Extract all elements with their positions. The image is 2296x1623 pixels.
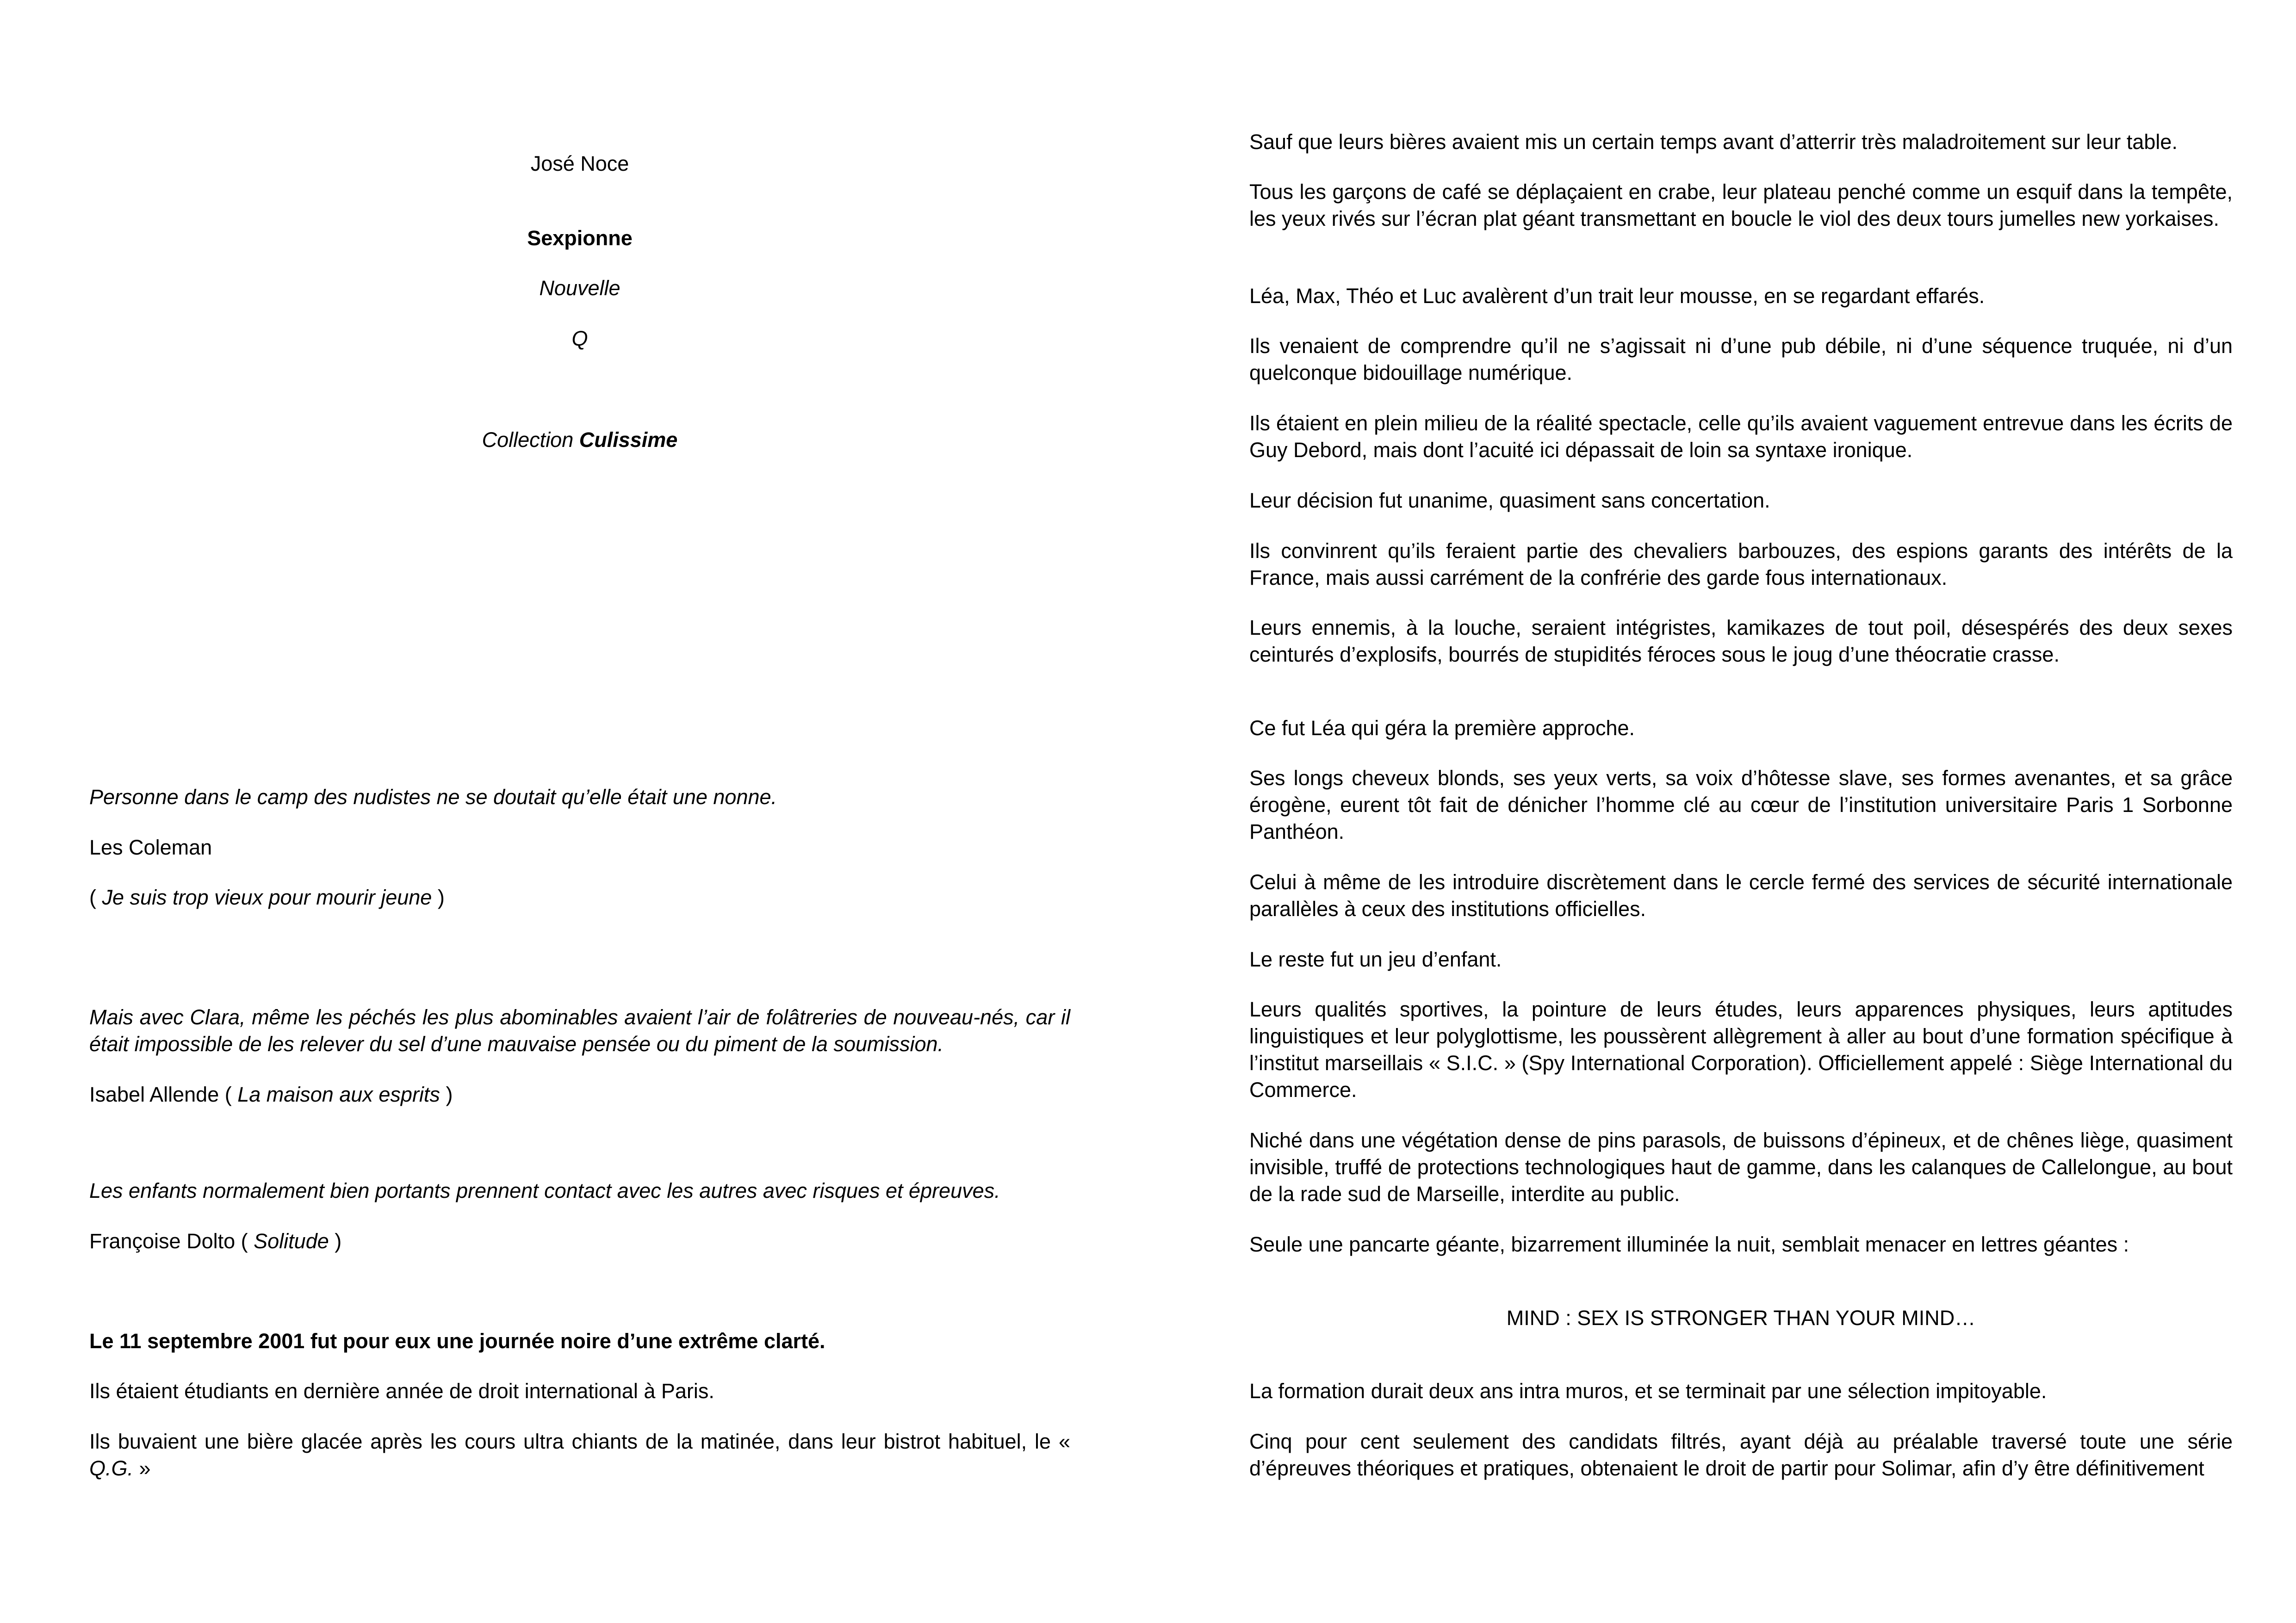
right-page — [1249, 0, 2233, 1623]
paragraph-1: Ils étaient étudiants en dernière année de droit international à Paris. — [89, 1379, 714, 1403]
epigraph-1-source-title: Je suis trop vieux pour mourir jeune — [102, 886, 432, 909]
epigraph-3-quote: Les enfants normalement bien portants prennent contact avec les autres avec risques et épreuves. — [89, 1179, 1000, 1202]
paragraph: Léa, Max, Théo et Luc avalèrent d’un trait leur mousse, en se regardant effarés. — [1249, 284, 1985, 308]
epigraph-3-author: Françoise Dolto ( — [89, 1229, 254, 1253]
opening-line: Le 11 septembre 2001 fut pour eux une journée noire d’une extrême clarté. — [89, 1329, 825, 1353]
paragraph: Ce fut Léa qui géra la première approche. — [1249, 716, 1635, 740]
paragraph-2 — [89, 1428, 1070, 1482]
epigraph-3-attribution — [89, 1228, 1070, 1255]
epigraph-1-source — [89, 884, 1070, 911]
collection-name: Culissime — [579, 428, 678, 452]
paragraph: Le reste fut un jeu d’enfant. — [1249, 948, 1502, 971]
collection-line — [89, 427, 1070, 453]
epigraph-2-author: Isabel Allende ( — [89, 1083, 238, 1106]
paragraph-2-end: » — [133, 1456, 151, 1480]
epigraph-3-source-close: ) — [329, 1229, 342, 1253]
left-page — [89, 0, 1070, 1623]
paragraph: Ses longs cheveux blonds, ses yeux verts, sa voix d’hôtesse slave, ses formes avenantes, et sa grâce érogène, eurent tôt fait de dénicher l’homme clé au cœur de l’institution universitaire Paris 1 Sorbonne Panthéon. — [1249, 766, 2233, 843]
epigraph-1-source-open: ( — [89, 886, 102, 909]
epigraph-1-quote: Personne dans le camp des nudistes ne se doutait qu’elle était une nonne. — [89, 785, 777, 809]
paragraph: Sauf que leurs bières avaient mis un certain temps avant d’atterrir très maladroitement sur leur table. — [1249, 130, 2178, 154]
epigraph-1-author: Les Coleman — [89, 836, 212, 859]
epigraph-1-source-close: ) — [432, 886, 445, 909]
paragraph: Ils étaient en plein milieu de la réalité spectacle, celle qu’ils avaient vaguement entrevue dans les écrits de Guy Debord, mais dont l’acuité ici dépassait de loin sa syntaxe ironique. — [1249, 411, 2233, 462]
epigraph-2-attribution — [89, 1081, 1070, 1108]
epigraph-2-quote: Mais avec Clara, même les péchés les plus abominables avaient l’air de folâtreries de nouveau-nés, car il était impossible de les relever du sel d’une mauvaise pensée ou du piment de la soumission. — [89, 1005, 1070, 1056]
paragraph-2-text: Ils buvaient une bière glacée après les cours ultra chiants de la matinée, dans leur bistrot habituel, le « — [89, 1430, 1070, 1453]
book-genre: Nouvelle — [539, 276, 621, 300]
sign-text: MIND : SEX IS STRONGER THAN YOUR MIND… — [1506, 1306, 1976, 1330]
epigraph-3-source-title: Solitude — [254, 1229, 329, 1253]
author-name: José Noce — [530, 152, 629, 175]
epigraph-2-source-title: La maison aux esprits — [237, 1083, 440, 1106]
imprint-letter: Q — [571, 327, 588, 350]
book-title: Sexpionne — [527, 226, 633, 250]
collection-prefix: Collection — [482, 428, 579, 452]
paragraph: Ils venaient de comprendre qu’il ne s’agissait ni d’une pub débile, ni d’une séquence truquée, ni d’un quelconque bidouillage numérique. — [1249, 334, 2233, 384]
paragraph: Ils convinrent qu’ils feraient partie des chevaliers barbouzes, des espions garants des intérêts de la France, mais aussi carrément de la confrérie des garde fous internationaux. — [1249, 539, 2233, 589]
epigraph-2-source-close: ) — [440, 1083, 453, 1106]
paragraph-2-name: Q.G. — [89, 1456, 134, 1480]
paragraph: Cinq pour cent seulement des candidats filtrés, ayant déjà au préalable traversé toute une série d’épreuves théoriques et pratiques, obtenaient le droit de partir pour Solimar, afin d’y être définitivement — [1249, 1430, 2233, 1480]
paragraph: Leurs ennemis, à la louche, seraient intégristes, kamikazes de tout poil, désespérés des deux sexes ceinturés d’explosifs, bourrés de stupidités féroces sous le joug d’une théocratie crasse. — [1249, 616, 2233, 666]
paragraph: Celui à même de les introduire discrètement dans le cercle fermé des services de sécurité internationale parallèles à ceux des institutions officielles. — [1249, 870, 2233, 921]
paragraph: La formation durait deux ans intra muros, et se terminait par une sélection impitoyable. — [1249, 1379, 2047, 1403]
paragraph: Tous les garçons de café se déplaçaient en crabe, leur plateau penché comme un esquif dans la tempête, les yeux rivés sur l’écran plat géant transmettant en boucle le viol des deux tours jumelles new yorkaises. — [1249, 180, 2233, 230]
paragraph: Niché dans une végétation dense de pins parasols, de buissons d’épineux, et de chênes liège, quasiment invisible, truffé de protections technologiques haut de gamme, dans les calanques de Callelongue, au bout de la rade sud de Marseille, interdite au public. — [1249, 1128, 2233, 1206]
paragraph: Leur décision fut unanime, quasiment sans concertation. — [1249, 489, 1770, 512]
paragraph: Leurs qualités sportives, la pointure de leurs études, leurs apparences physiques, leurs aptitudes linguistiques et leur polyglottisme, les poussèrent allègrement à aller au bout d’une formation spécifique à l’institut marseillais « S.I.C. » (Spy International Corporation). Officiellement appelé : Siège International du Commerce. — [1249, 997, 2233, 1102]
paragraph: Seule une pancarte géante, bizarrement illuminée la nuit, semblait menacer en lettres géantes : — [1249, 1233, 2129, 1256]
